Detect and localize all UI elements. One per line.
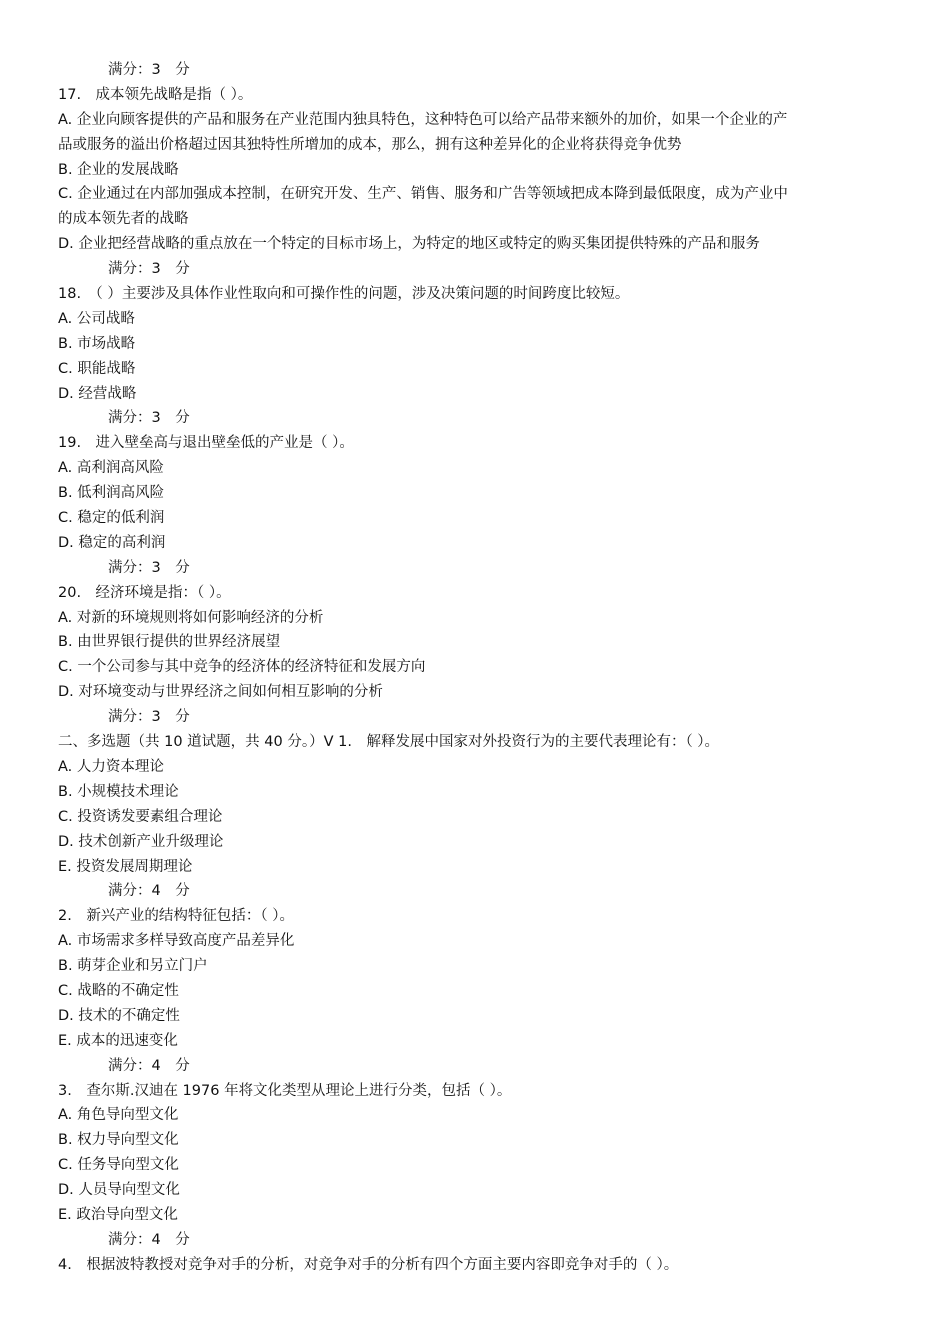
option-a: A. 市场需求多样导致高度产品差异化 xyxy=(58,933,295,950)
question-18: 18. （ ）主要涉及具体作业性取向和可操作性的问题，涉及决策问题的时间跨度比较短。 xyxy=(58,286,630,303)
option-c: C. 职能战略 xyxy=(58,360,136,377)
option-d: D. 对环境变动与世界经济之间如何相互影响的分析 xyxy=(58,684,383,701)
option-b: B. 低利润高风险 xyxy=(58,485,165,502)
option-c: C. 任务导向型文化 xyxy=(58,1157,179,1174)
score-line: 满分：3 分 xyxy=(108,62,190,78)
option-b: B. 萌芽企业和另立门户 xyxy=(58,958,208,975)
question-2: 2. 新兴产业的结构特征包括：（ ）。 xyxy=(58,908,294,925)
option-e: E. 成本的迅速变化 xyxy=(58,1032,178,1049)
option-a: A. 角色导向型文化 xyxy=(58,1107,179,1124)
option-d: D. 经营战略 xyxy=(58,385,137,402)
option-d: D. 技术的不确定性 xyxy=(58,1007,180,1024)
option-a-continued: 品或服务的溢出价格超过因其独特性所增加的成本，那么，拥有这种差异化的企业将获得竞争优势 xyxy=(58,136,682,153)
option-d: D. 人员导向型文化 xyxy=(58,1182,180,1199)
option-b: B. 由世界银行提供的世界经济展望 xyxy=(58,634,281,651)
section-heading-multiple-choice: 二、多选题（共 10 道试题，共 40 分。）V 1. 解释发展中国家对外投资行为的主要代表理论有：（ ）。 xyxy=(58,734,720,751)
score-line: 满分：3 分 xyxy=(108,410,190,427)
option-c-continued: 的成本领先者的战略 xyxy=(58,211,189,228)
option-a: A. 公司战略 xyxy=(58,310,135,327)
option-a: A. 人力资本理论 xyxy=(58,758,164,775)
question-20: 20. 经济环境是指：（ ）。 xyxy=(58,584,231,601)
question-4: 4. 根据波特教授对竞争对手的分析，对竞争对手的分析有四个方面主要内容即竞争对手的（ ）。 xyxy=(58,1256,679,1273)
option-a: A. 高利润高风险 xyxy=(58,460,164,477)
option-b: B. 小规模技术理论 xyxy=(58,783,179,800)
score-line: 满分：4 分 xyxy=(108,1057,190,1074)
question-19: 19. 进入壁垒高与退出壁垒低的产业是（ ）。 xyxy=(58,435,354,452)
score-line: 满分：3 分 xyxy=(108,559,190,576)
option-d: D. 稳定的高利润 xyxy=(58,534,166,551)
option-d: D. 技术创新产业升级理论 xyxy=(58,833,224,850)
option-b: B. 权力导向型文化 xyxy=(58,1132,179,1149)
option-b: B. 市场战略 xyxy=(58,335,136,352)
score-line: 满分：4 分 xyxy=(108,1231,190,1248)
option-c: C. 企业通过在内部加强成本控制，在研究开发、生产、销售、服务和广告等领域把成本降到最低限度，成为产业中 xyxy=(58,186,788,203)
option-c: C. 一个公司参与其中竞争的经济体的经济特征和发展方向 xyxy=(58,659,426,676)
option-b: B. 企业的发展战略 xyxy=(58,161,179,178)
option-a: A. 企业向顾客提供的产品和服务在产业范围内独具特色，这种特色可以给产品带来额外的加价，如果一个企业的产 xyxy=(58,111,788,128)
option-e: E. 投资发展周期理论 xyxy=(58,858,193,875)
option-e: E. 政治导向型文化 xyxy=(58,1206,178,1223)
option-c: C. 战略的不确定性 xyxy=(58,982,179,999)
score-line: 满分：3 分 xyxy=(108,261,190,278)
option-c: C. 投资诱发要素组合理论 xyxy=(58,808,223,825)
score-line: 满分：4 分 xyxy=(108,883,190,900)
option-a: A. 对新的环境规则将如何影响经济的分析 xyxy=(58,609,324,626)
question-3: 3. 查尔斯.汉迪在 1976 年将文化类型从理论上进行分类，包括（ ）。 xyxy=(58,1082,512,1099)
option-c: C. 稳定的低利润 xyxy=(58,510,165,527)
question-17: 17. 成本领先战略是指（ ）。 xyxy=(58,86,253,103)
document-page xyxy=(58,58,898,1278)
option-d: D. 企业把经营战略的重点放在一个特定的目标市场上，为特定的地区或特定的购买集团提供特殊的产品和服务 xyxy=(58,236,760,253)
score-line: 满分：3 分 xyxy=(108,709,190,726)
